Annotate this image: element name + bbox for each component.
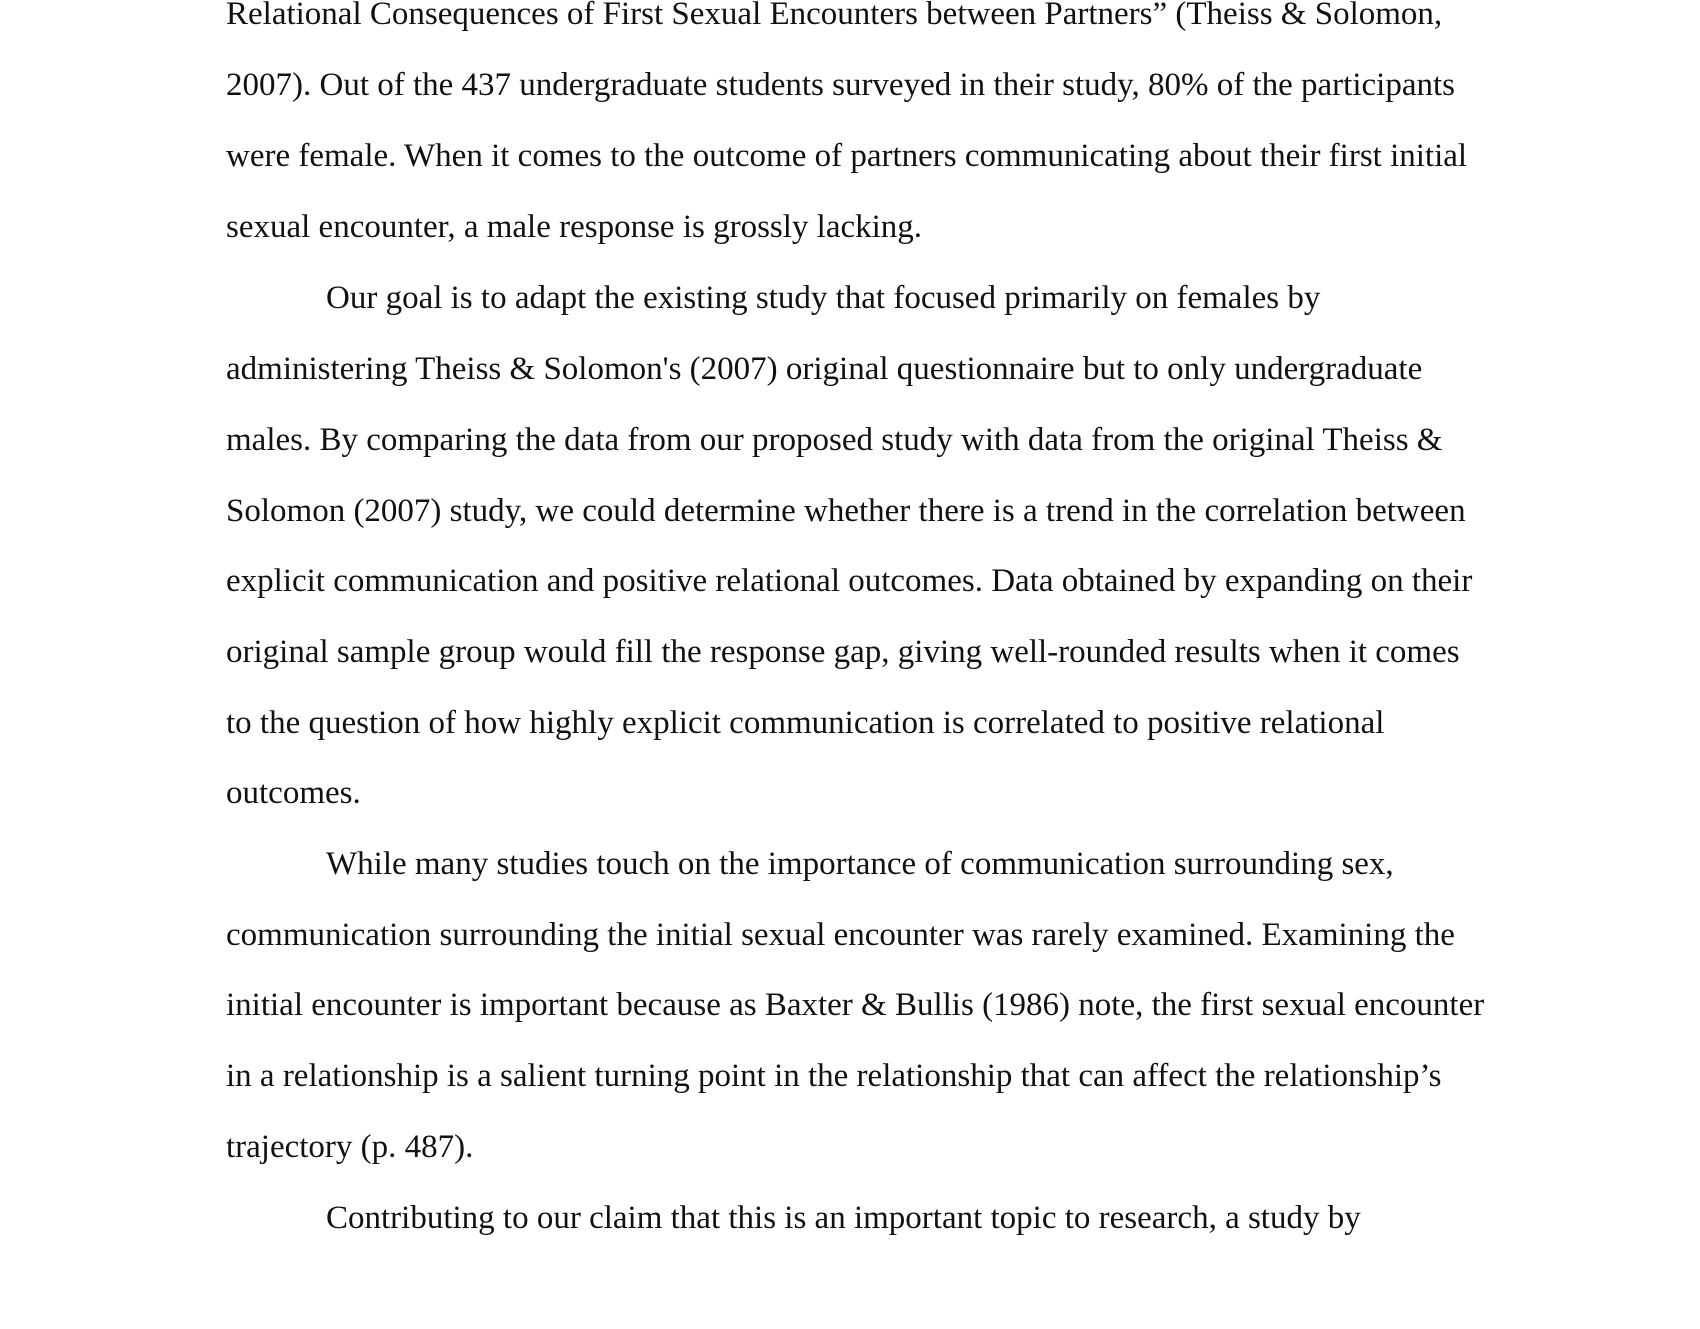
paragraph-3-line-4: in a relationship is a salient turning point in the relationship that can affect the relationship’s xyxy=(226,1058,1442,1094)
paragraph-2-line-7: to the question of how highly explicit communication is correlated to positive relational xyxy=(226,705,1385,741)
paragraph-2-line-5: explicit communication and positive relational outcomes. Data obtained by expanding on their xyxy=(226,563,1473,599)
paragraph-2-line-3: males. By comparing the data from our proposed study with data from the original Theiss & xyxy=(226,422,1443,458)
paragraph-1-line-4: sexual encounter, a male response is grossly lacking. xyxy=(226,209,923,245)
paragraph-3-line-3: initial encounter is important because as Baxter & Bullis (1986) note, the first sexual encounter xyxy=(226,987,1485,1023)
paragraph-2-line-8: outcomes. xyxy=(226,775,361,811)
paragraph-2-line-1: Our goal is to adapt the existing study that focused primarily on females by xyxy=(326,280,1321,316)
paragraph-2-line-2: administering Theiss & Solomon's (2007) original questionnaire but to only undergraduate xyxy=(226,351,1423,387)
paragraph-2-line-4: Solomon (2007) study, we could determine whether there is a trend in the correlation between xyxy=(226,493,1466,529)
paragraph-1-line-2: 2007). Out of the 437 undergraduate students surveyed in their study, 80% of the participants xyxy=(226,67,1455,103)
paragraph-3-line-1: While many studies touch on the importance of communication surrounding sex, xyxy=(326,846,1394,882)
paragraph-3-line-2: communication surrounding the initial sexual encounter was rarely examined. Examining the xyxy=(226,917,1455,953)
paragraph-4-line-1: Contributing to our claim that this is an important topic to research, a study by xyxy=(326,1200,1361,1236)
paragraph-2-line-6: original sample group would fill the response gap, giving well-rounded results when it comes xyxy=(226,634,1460,670)
paragraph-1-line-1: Relational Consequences of First Sexual Encounters between Partners” (Theiss & Solomon, xyxy=(226,0,1443,32)
paragraph-3-line-5: trajectory (p. 487). xyxy=(226,1129,474,1165)
paragraph-1-line-3: were female. When it comes to the outcome of partners communicating about their first initial xyxy=(226,138,1468,174)
